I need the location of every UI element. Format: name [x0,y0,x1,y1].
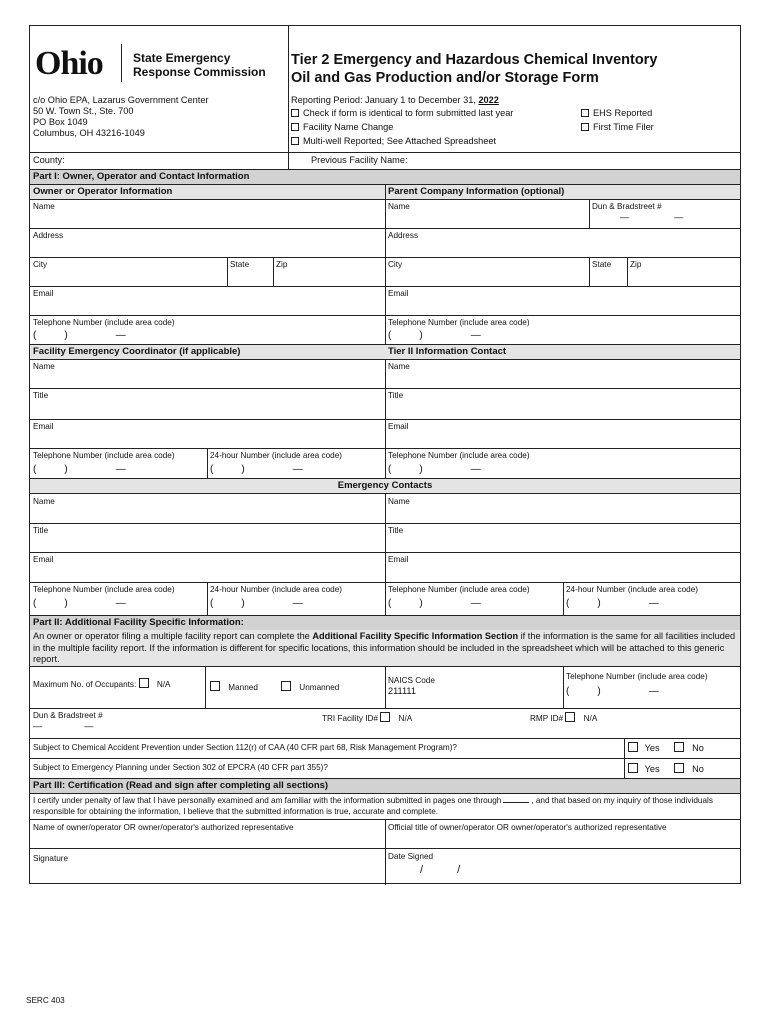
rep-name-label[interactable]: Name of owner/operator OR owner/operator's authorized representative [33,823,294,832]
checkbox[interactable] [565,712,575,722]
parent-state-label[interactable]: State [592,260,612,269]
check-ehs[interactable]: EHS Reported [581,108,654,119]
owner-name-label[interactable]: Name [33,202,55,211]
checkbox[interactable] [291,123,299,131]
owner-state-label[interactable]: State [230,260,250,269]
q1-answers: Yes No [628,742,704,754]
no-checkbox[interactable] [674,763,684,773]
ec1-24hr-label[interactable]: 24-hour Number (include area code) [210,585,342,594]
owner-email-label[interactable]: Email [33,289,54,298]
signature-label[interactable]: Signature [33,854,69,863]
rule [30,419,740,420]
rule [30,493,740,494]
tier2-name-label[interactable]: Name [388,362,410,371]
fec-header: Facility Emergency Coordinator (if applicable) [33,346,241,357]
dun-dash: — [674,212,684,222]
rule [589,199,590,228]
rule [30,228,740,229]
phone-format: ( ) — [566,686,659,697]
rule [207,582,208,615]
tier2-header: Tier II Information Contact [388,346,507,357]
checkbox[interactable] [210,681,220,691]
rule [30,793,740,794]
rule [30,738,740,739]
tier2-title-label[interactable]: Title [388,391,404,400]
parent-city-label[interactable]: City [388,260,403,269]
date-signed-label[interactable]: Date Signed [388,852,434,861]
county-label[interactable]: County: [33,155,65,165]
part2-title: Part II: Additional Facility Specific Information: [33,617,244,628]
rule [207,448,208,478]
owner-zip-label[interactable]: Zip [276,260,288,269]
fec-phone-label[interactable]: Telephone Number (include area code) [33,451,175,460]
rule [273,257,274,286]
reporting-year: 2022 [478,95,499,105]
form-title: Tier 2 Emergency and Hazardous Chemical Inventory Oil and Gas Production and/or Storage Form [291,52,658,86]
owner-phone-label[interactable]: Telephone Number (include area code) [33,318,175,327]
tier2-email-label[interactable]: Email [388,422,409,431]
checkbox[interactable] [291,109,299,117]
rule [30,848,740,849]
owner-address-label[interactable]: Address [33,231,64,240]
phone-format: ( ) — [388,598,481,609]
date-format: / / [420,864,461,876]
ohio-logo [35,46,103,82]
ec2-name-label[interactable]: Name [388,497,410,506]
ec1-phone-label[interactable]: Telephone Number (include area code) [33,585,175,594]
rule [30,152,740,153]
checkbox[interactable] [281,681,291,691]
checkbox[interactable] [380,712,390,722]
parent-name-label[interactable]: Name [388,202,410,211]
yes-checkbox[interactable] [628,742,638,752]
dun-dash: — [620,212,630,222]
phone-format: ( ) — [566,598,659,609]
phone-format: ( ) — [210,464,303,475]
question-302: Subject to Emergency Planning under Section 302 of EPCRA (40 CFR part 355)? [33,763,328,772]
rule [30,523,740,524]
rule [30,708,740,709]
question-112r: Subject to Chemical Accident Prevention under Section 112(r) of CAA (40 CFR part 68, Risk Management Program)? [33,743,457,752]
rule [30,552,740,553]
official-title-label[interactable]: Official title of owner/operator OR owner/operator's authorized representative [388,823,667,832]
agency-address: c/o Ohio EPA, Lazarus Government Center 50 W. Town St., Ste. 700 PO Box 1049 Columbus, OH 43216-1049 [33,95,209,138]
part2-dun-label[interactable]: Dun & Bradstreet # [33,711,103,720]
rule [627,257,628,286]
unmanned-option[interactable]: Unmanned [281,681,339,693]
checkbox[interactable] [581,123,589,131]
rule [30,582,740,583]
column-divider [385,185,386,615]
rule [563,582,564,615]
rule [30,315,740,316]
tier2-phone-label[interactable]: Telephone Number (include area code) [388,451,530,460]
logo-text: Ohio [35,45,103,82]
rule [563,666,564,708]
rule [227,257,228,286]
phone-format: ( ) — [33,598,126,609]
parent-email-label[interactable]: Email [388,289,409,298]
header-divider [288,26,289,169]
rule [30,257,740,258]
phone-format: ( ) — [33,464,126,475]
fec-name-label[interactable]: Name [33,362,55,371]
parent-phone-label[interactable]: Telephone Number (include area code) [388,318,530,327]
part2-intro: An owner or operator filing a multiple facility report can complete the Additional Facility Specific Information Section if the information is the same for all facilities included in the multiple facility report. If the information is different for specific locations, this information should be included in the spreadsheet which will be attached to this generic report. [33,631,736,664]
previous-facility-label[interactable]: Previous Facility Name: [311,155,408,165]
fec-title-label[interactable]: Title [33,391,49,400]
form-number: SERC 403 [26,996,65,1005]
ec1-name-label[interactable]: Name [33,497,55,506]
rmp-id: RMP ID# N/A [530,714,598,723]
ec1-email-label[interactable]: Email [33,555,54,564]
logo-divider [121,44,122,82]
max-occupants: Maximum No. of Occupants: N/A [33,680,171,689]
parent-dun-label[interactable]: Dun & Bradstreet # [592,202,662,211]
reporting-period: Reporting Period: January 1 to December 31, 2022 [291,95,499,105]
owner-city-label[interactable]: City [33,260,48,269]
dun-format: — — [33,721,94,731]
rule [30,758,740,759]
phone-format: ( ) — [33,330,126,341]
rule [205,666,206,708]
ec2-phone-label[interactable]: Telephone Number (include area code) [388,585,530,594]
parent-address-label[interactable]: Address [388,231,419,240]
checkbox[interactable] [291,137,299,145]
header-checkboxes [291,108,513,147]
part1-title: Part I: Owner, Operator and Contact Information [33,171,250,182]
ec2-title-label[interactable]: Title [388,526,404,535]
ec2-24hr-label[interactable]: 24-hour Number (include area code) [566,585,698,594]
tri-id: TRI Facility ID# N/A [322,714,413,723]
checkbox[interactable] [139,678,149,688]
part2-phone-label[interactable]: Telephone Number (include area code) [566,672,708,681]
check-identical[interactable]: Check if form is identical to form submitted last year [291,108,513,119]
checkbox[interactable] [581,109,589,117]
owner-header: Owner or Operator Information [33,186,173,197]
page-count-blank[interactable] [503,802,529,803]
manned-option[interactable]: Manned [210,681,258,693]
yes-checkbox[interactable] [628,763,638,773]
ec1-title-label[interactable]: Title [33,526,49,535]
part3-title: Part III: Certification (Read and sign after completing all sections) [33,780,329,791]
rule [30,359,740,360]
q2-answers: Yes No [628,763,704,775]
phone-format: ( ) — [388,464,481,475]
rule [385,666,386,708]
fec-email-label[interactable]: Email [33,422,54,431]
parent-zip-label[interactable]: Zip [630,260,642,269]
tier2-form [29,25,741,884]
rule [589,257,590,286]
naics-label: NAICS Code [388,676,435,685]
naics-value[interactable]: 211111 [388,686,416,696]
rule [30,388,740,389]
rule [30,448,740,449]
check-first-time[interactable]: First Time Filer [581,122,654,133]
no-checkbox[interactable] [674,742,684,752]
rule [385,819,386,885]
agency-name: State Emergency Response Commission [133,51,266,79]
ec2-email-label[interactable]: Email [388,555,409,564]
phone-format: ( ) — [388,330,481,341]
phone-format: ( ) — [210,598,303,609]
parent-header: Parent Company Information (optional) [388,186,565,197]
rule [30,286,740,287]
header-checkboxes-right [581,108,654,133]
check-name-change[interactable]: Facility Name Change [291,122,513,133]
emergency-header: Emergency Contacts [337,480,433,491]
fec-24hr-label[interactable]: 24-hour Number (include area code) [210,451,342,460]
certification-text: I certify under penalty of law that I have personally examined and am familiar with the information submitted in pages one through , and that based on my inquiry of those individuals responsible for obtaining the information, I believe that the submitted information is true, accurate and complete. [33,796,713,816]
check-multiwell[interactable]: Multi-well Reported; See Attached Spreadsheet [291,136,513,147]
